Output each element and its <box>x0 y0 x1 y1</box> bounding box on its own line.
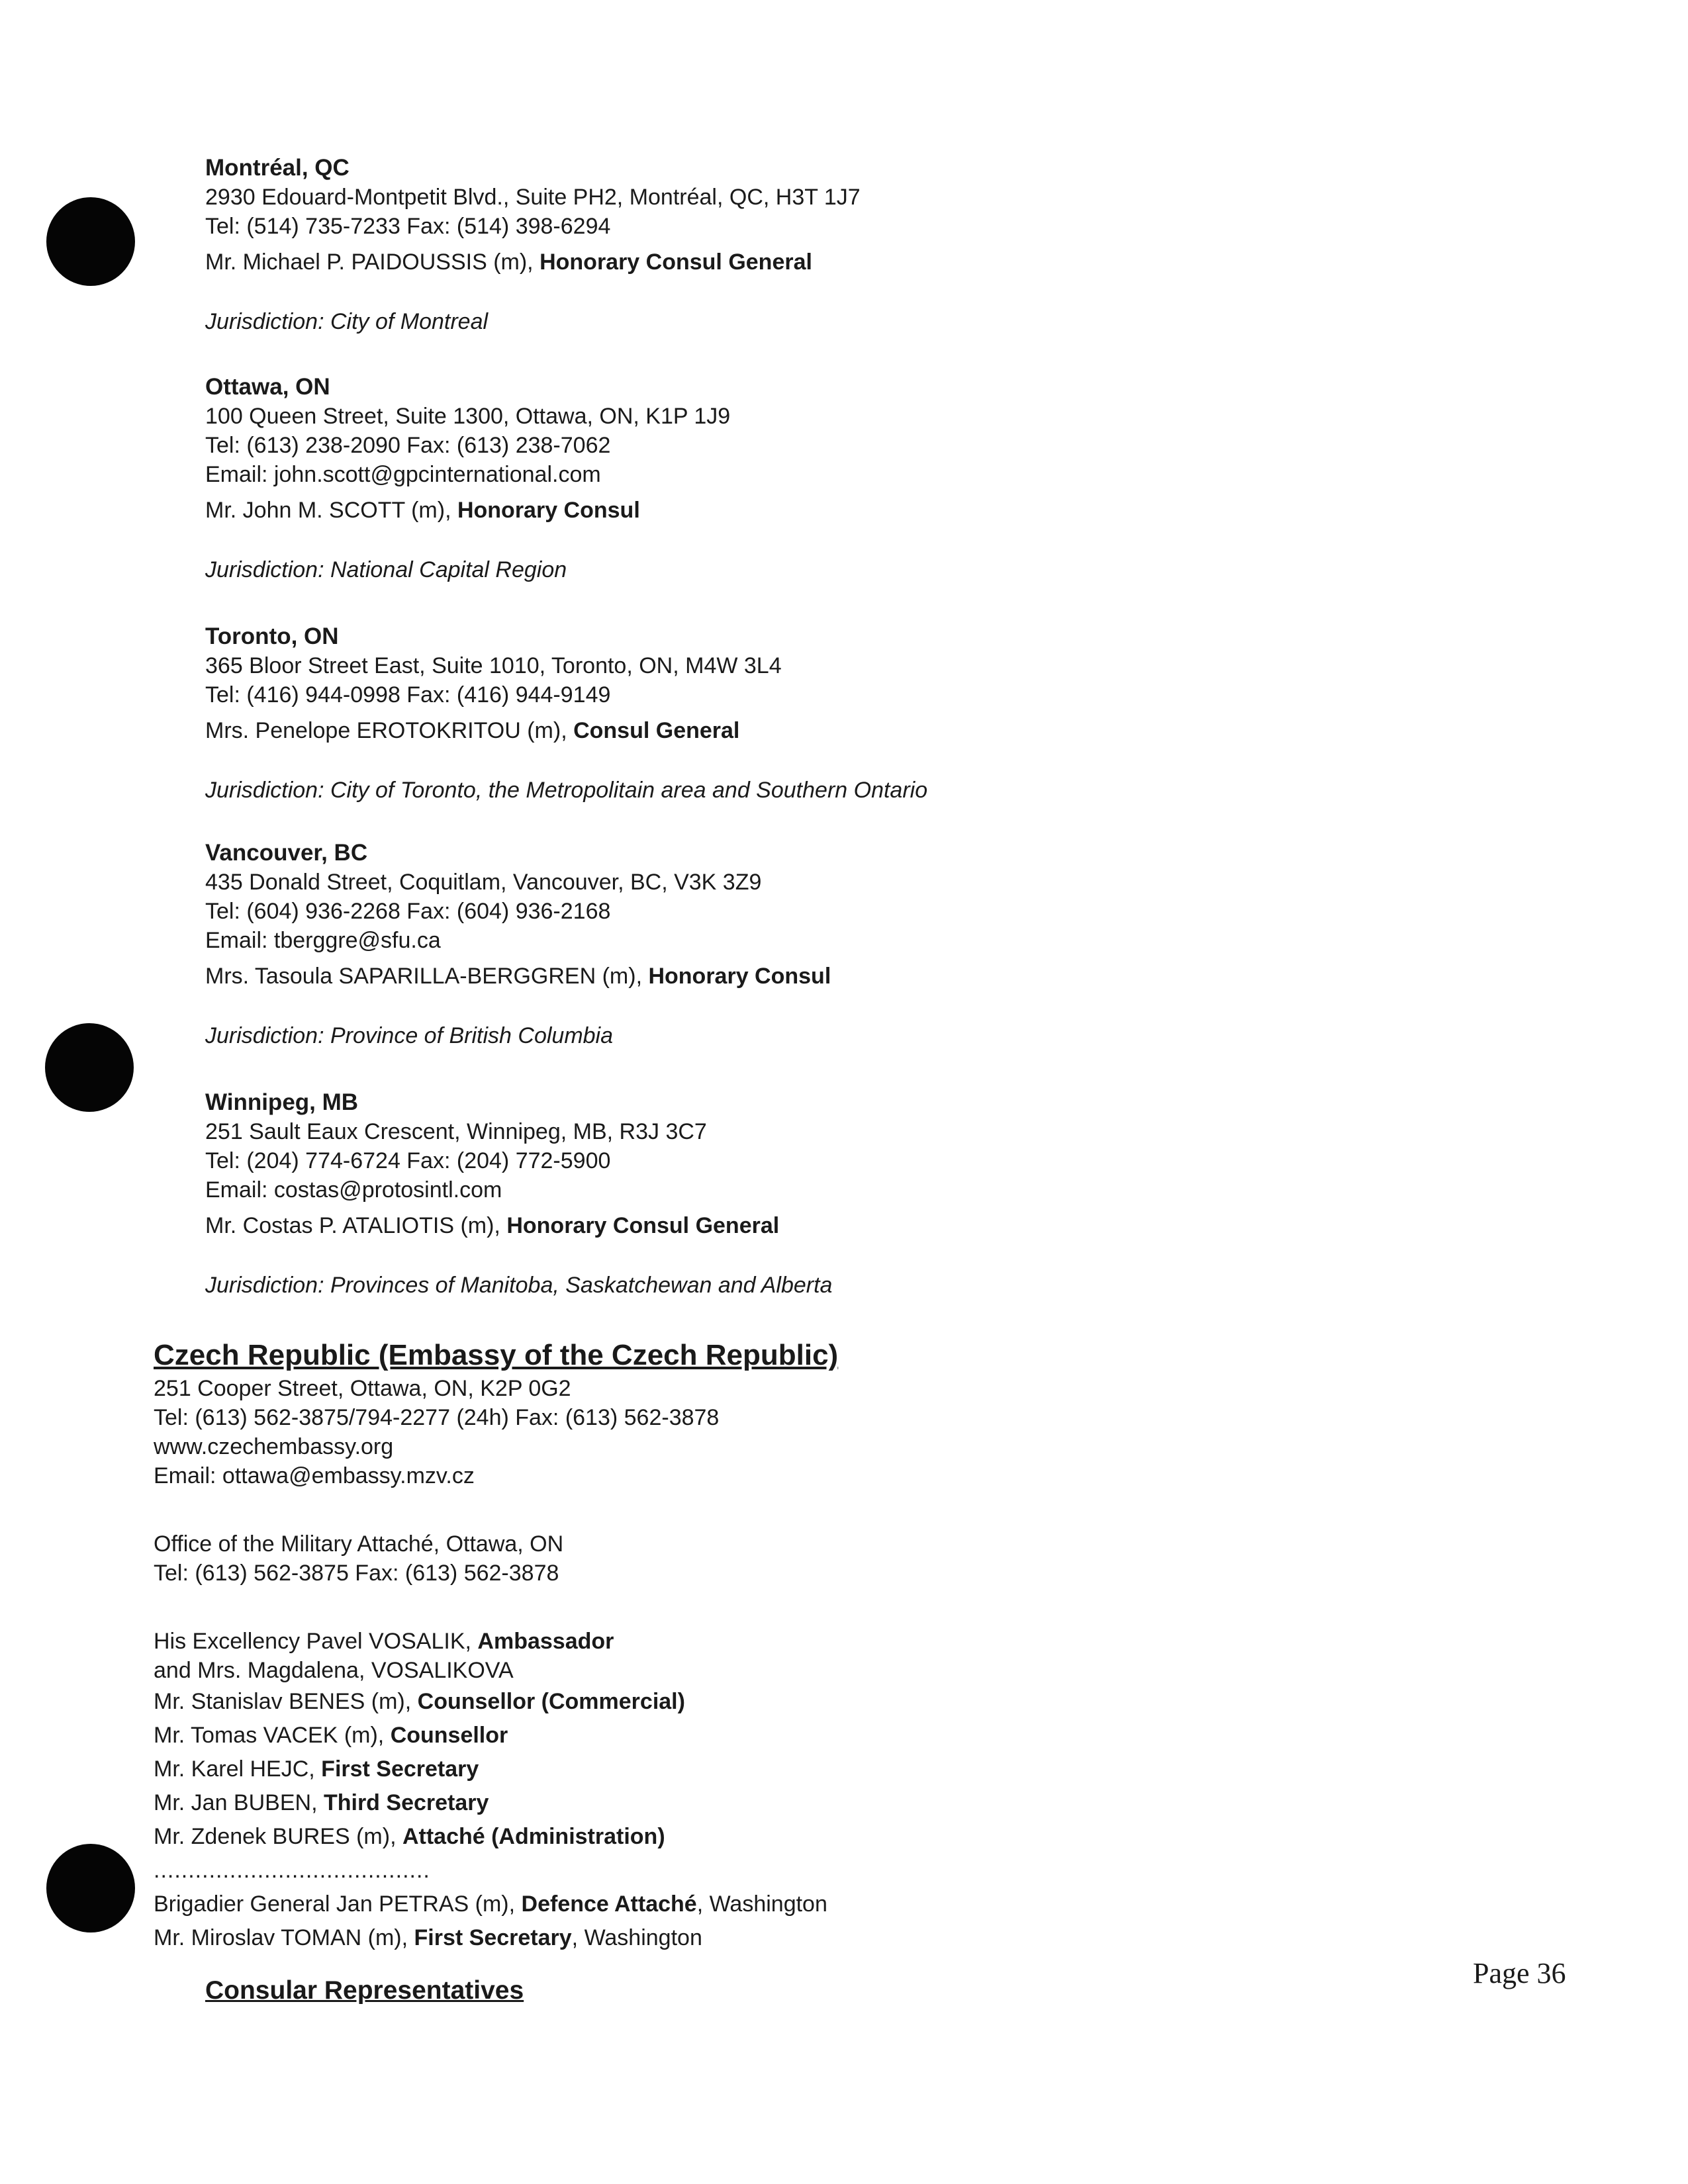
tel-fax-line: Tel: (416) 944-0998 Fax: (416) 944-9149 <box>205 682 611 707</box>
staff-location: , Washington <box>696 1891 827 1917</box>
tel-fax-line: Tel: (604) 936-2268 Fax: (604) 936-2168 <box>205 899 611 924</box>
consul-title: Honorary Consul General <box>539 250 812 275</box>
tel-fax-line: Tel: (613) 238-2090 Fax: (613) 238-7062 <box>205 433 611 458</box>
jurisdiction: Jurisdiction: Provinces of Manitoba, Saskatchewan and Alberta <box>205 1273 833 1298</box>
consulate-city: Toronto, ON <box>205 623 339 649</box>
separator-dots: ........................................ <box>154 1858 430 1883</box>
staff-title: First Secretary <box>414 1925 572 1950</box>
consulate-toronto <box>205 622 1397 805</box>
ambassador-entry <box>154 1627 1411 1656</box>
consulate-city: Montréal, QC <box>205 155 350 181</box>
jurisdiction: Jurisdiction: Province of British Columbia <box>205 1023 614 1048</box>
staff-entry <box>154 1820 1411 1854</box>
consul-entry <box>205 496 1397 525</box>
consul-name: Mr. Costas P. ATALIOTIS (m), <box>205 1213 507 1238</box>
washington-entry <box>154 1921 1411 1955</box>
hole-punch-bottom <box>46 1844 135 1933</box>
consulate-vancouver <box>205 839 1397 1050</box>
email-line: Email: costas@protosintl.com <box>205 1177 502 1203</box>
country-czech-republic <box>154 1337 1411 1955</box>
staff-name: Mr. Tomas VACEK (m), <box>154 1723 391 1748</box>
page-number: Page 36 <box>1473 1957 1566 1989</box>
embassy-tel-fax: Tel: (613) 562-3875/794-2277 (24h) Fax: (613) 562-3878 <box>154 1405 720 1430</box>
staff-entry <box>154 1786 1411 1820</box>
consulate-winnipeg <box>205 1088 1397 1300</box>
ambassador-spouse: and Mrs. Magdalena, VOSALIKOVA <box>154 1658 514 1683</box>
staff-name: Mr. Miroslav TOMAN (m), <box>154 1925 414 1950</box>
military-attache-office: Office of the Military Attaché, Ottawa, ON <box>154 1531 564 1557</box>
military-attache-tel-fax: Tel: (613) 562-3875 Fax: (613) 562-3878 <box>154 1561 559 1586</box>
country-title: Czech Republic (Embassy of the Czech Republic) <box>154 1339 839 1371</box>
consul-title: Consul General <box>573 718 740 743</box>
hole-punch-top <box>46 197 135 286</box>
staff-entry <box>154 1719 1411 1752</box>
consulate-montreal <box>205 154 1397 336</box>
consul-title: Honorary Consul <box>457 498 640 523</box>
consul-name: Mr. John M. SCOTT (m), <box>205 498 457 523</box>
address-line: 435 Donald Street, Coquitlam, Vancouver, BC, V3K 3Z9 <box>205 870 762 895</box>
washington-entry <box>154 1888 1411 1921</box>
consul-title: Honorary Consul <box>648 964 831 989</box>
tel-fax-line: Tel: (204) 774-6724 Fax: (204) 772-5900 <box>205 1148 611 1173</box>
staff-location: , Washington <box>571 1925 702 1950</box>
address-line: 251 Sault Eaux Crescent, Winnipeg, MB, R3J 3C7 <box>205 1119 707 1144</box>
embassy-address: 251 Cooper Street, Ottawa, ON, K2P 0G2 <box>154 1376 571 1401</box>
embassy-website: www.czechembassy.org <box>154 1434 394 1459</box>
email-line: Email: tberggre@sfu.ca <box>205 928 441 953</box>
consul-entry <box>205 248 1397 277</box>
consul-name: Mr. Michael P. PAIDOUSSIS (m), <box>205 250 540 275</box>
ambassador-title: Ambassador <box>477 1629 614 1654</box>
staff-title: First Secretary <box>321 1756 479 1782</box>
staff-title: Attaché (Administration) <box>402 1824 665 1849</box>
consul-entry <box>205 1211 1397 1240</box>
staff-title: Counsellor (Commercial) <box>417 1689 685 1714</box>
staff-title: Counsellor <box>390 1723 508 1748</box>
jurisdiction: Jurisdiction: National Capital Region <box>205 557 567 582</box>
address-line: 365 Bloor Street East, Suite 1010, Toronto, ON, M4W 3L4 <box>205 653 782 678</box>
staff-title: Third Secretary <box>323 1790 489 1815</box>
consul-name: Mrs. Penelope EROTOKRITOU (m), <box>205 718 574 743</box>
staff-entry <box>154 1752 1411 1786</box>
address-line: 2930 Edouard-Montpetit Blvd., Suite PH2, Montréal, QC, H3T 1J7 <box>205 185 861 210</box>
staff-name: Mr. Karel HEJC, <box>154 1756 322 1782</box>
jurisdiction: Jurisdiction: City of Toronto, the Metropolitain area and Southern Ontario <box>205 778 928 803</box>
ambassador-name: His Excellency Pavel VOSALIK, <box>154 1629 478 1654</box>
staff-entry <box>154 1685 1411 1719</box>
staff-name: Mr. Zdenek BURES (m), <box>154 1824 402 1849</box>
embassy-email: Email: ottawa@embassy.mzv.cz <box>154 1463 475 1488</box>
staff-name: Brigadier General Jan PETRAS (m), <box>154 1891 522 1917</box>
consular-representatives-heading: Consular Representatives <box>205 1976 524 2005</box>
staff-title: Defence Attaché <box>521 1891 697 1917</box>
tel-fax-line: Tel: (514) 735-7233 Fax: (514) 398-6294 <box>205 214 611 239</box>
hole-punch-middle <box>45 1023 134 1112</box>
consulate-city: Vancouver, BC <box>205 840 368 866</box>
address-line: 100 Queen Street, Suite 1300, Ottawa, ON, K1P 1J9 <box>205 404 731 429</box>
staff-name: Mr. Jan BUBEN, <box>154 1790 324 1815</box>
consul-title: Honorary Consul General <box>506 1213 780 1238</box>
consulate-city: Winnipeg, MB <box>205 1089 359 1115</box>
consul-name: Mrs. Tasoula SAPARILLA-BERGGREN (m), <box>205 964 649 989</box>
staff-name: Mr. Stanislav BENES (m), <box>154 1689 418 1714</box>
consulate-city: Ottawa, ON <box>205 374 330 400</box>
consul-entry <box>205 962 1397 991</box>
email-line: Email: john.scott@gpcinternational.com <box>205 462 601 487</box>
jurisdiction: Jurisdiction: City of Montreal <box>205 309 489 334</box>
staff-list <box>154 1627 1411 1955</box>
consul-entry <box>205 716 1397 745</box>
consulate-ottawa <box>205 373 1397 584</box>
